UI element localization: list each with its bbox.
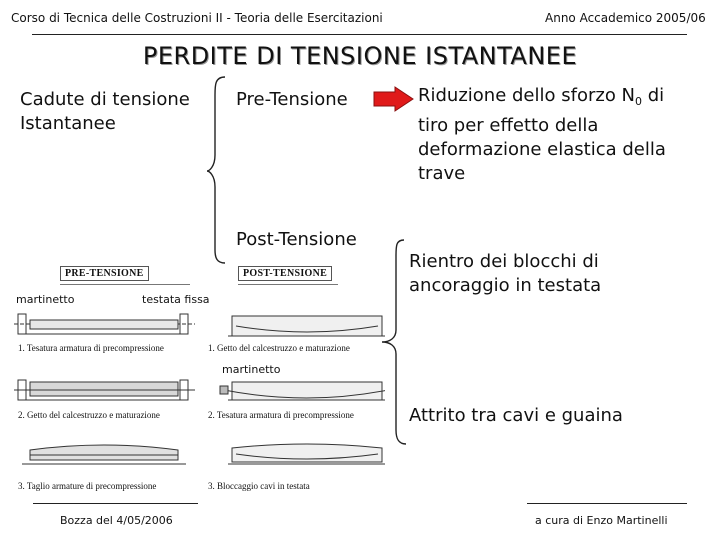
- pre-tensione-label: Pre-Tensione: [236, 89, 348, 110]
- post-effect-friction: Attrito tra cavi e guaina: [409, 405, 623, 426]
- prestress-drawings: [10, 302, 385, 492]
- author-credit: a cura di Enzo Martinelli: [535, 514, 668, 527]
- pre-step-2: 2. Getto del calcestruzzo e maturazione: [18, 410, 160, 420]
- martinetto-post-label: martinetto: [222, 363, 281, 376]
- prestress-figure: [10, 262, 385, 497]
- footer-divider-right: [527, 503, 687, 504]
- pre-tension-effect: [418, 84, 688, 186]
- effect-text-start: Riduzione dello sforzo N: [418, 85, 636, 106]
- instant-losses-label: Cadute di tensione Istantanee: [20, 89, 190, 134]
- post-effect-anchorage: Rientro dei blocchi di ancoraggio in testata: [409, 251, 602, 296]
- post-step-2: 2. Tesatura armatura di precompressione: [208, 410, 354, 420]
- post-step-3: 3. Bloccaggio cavi in testata: [208, 481, 310, 491]
- fixed-head-label: testata fissa: [142, 293, 210, 306]
- branch-brace: [205, 75, 235, 265]
- pre-step-3: 3. Taglio armature di precompressione: [18, 481, 157, 491]
- header-divider: [32, 34, 687, 35]
- effect-text-end: di tiro per effetto della deformazione elastica della trave: [418, 85, 666, 184]
- post-tension-header: POST-TENSIONE: [238, 266, 332, 281]
- martinetto-label: martinetto: [16, 293, 75, 306]
- pre-tension-header: PRE-TENSIONE: [60, 266, 149, 281]
- academic-year: Anno Accademico 2005/06: [545, 11, 706, 25]
- course-title: Corso di Tecnica delle Costruzioni II - Teoria delle Esercitazioni: [11, 11, 383, 25]
- red-arrow-icon: [373, 86, 415, 112]
- post-tensione-label: Post-Tensione: [236, 229, 357, 250]
- pre-step-1: 1. Tesatura armatura di precompressione: [18, 343, 164, 353]
- draft-date: Bozza del 4/05/2006: [60, 514, 173, 527]
- page-title: PERDITE DI TENSIONE ISTANTANEE: [142, 42, 578, 70]
- footer-divider-left: [33, 503, 198, 504]
- post-step-1: 1. Getto del calcestruzzo e maturazione: [208, 343, 350, 353]
- n0-subscript: 0: [635, 95, 643, 108]
